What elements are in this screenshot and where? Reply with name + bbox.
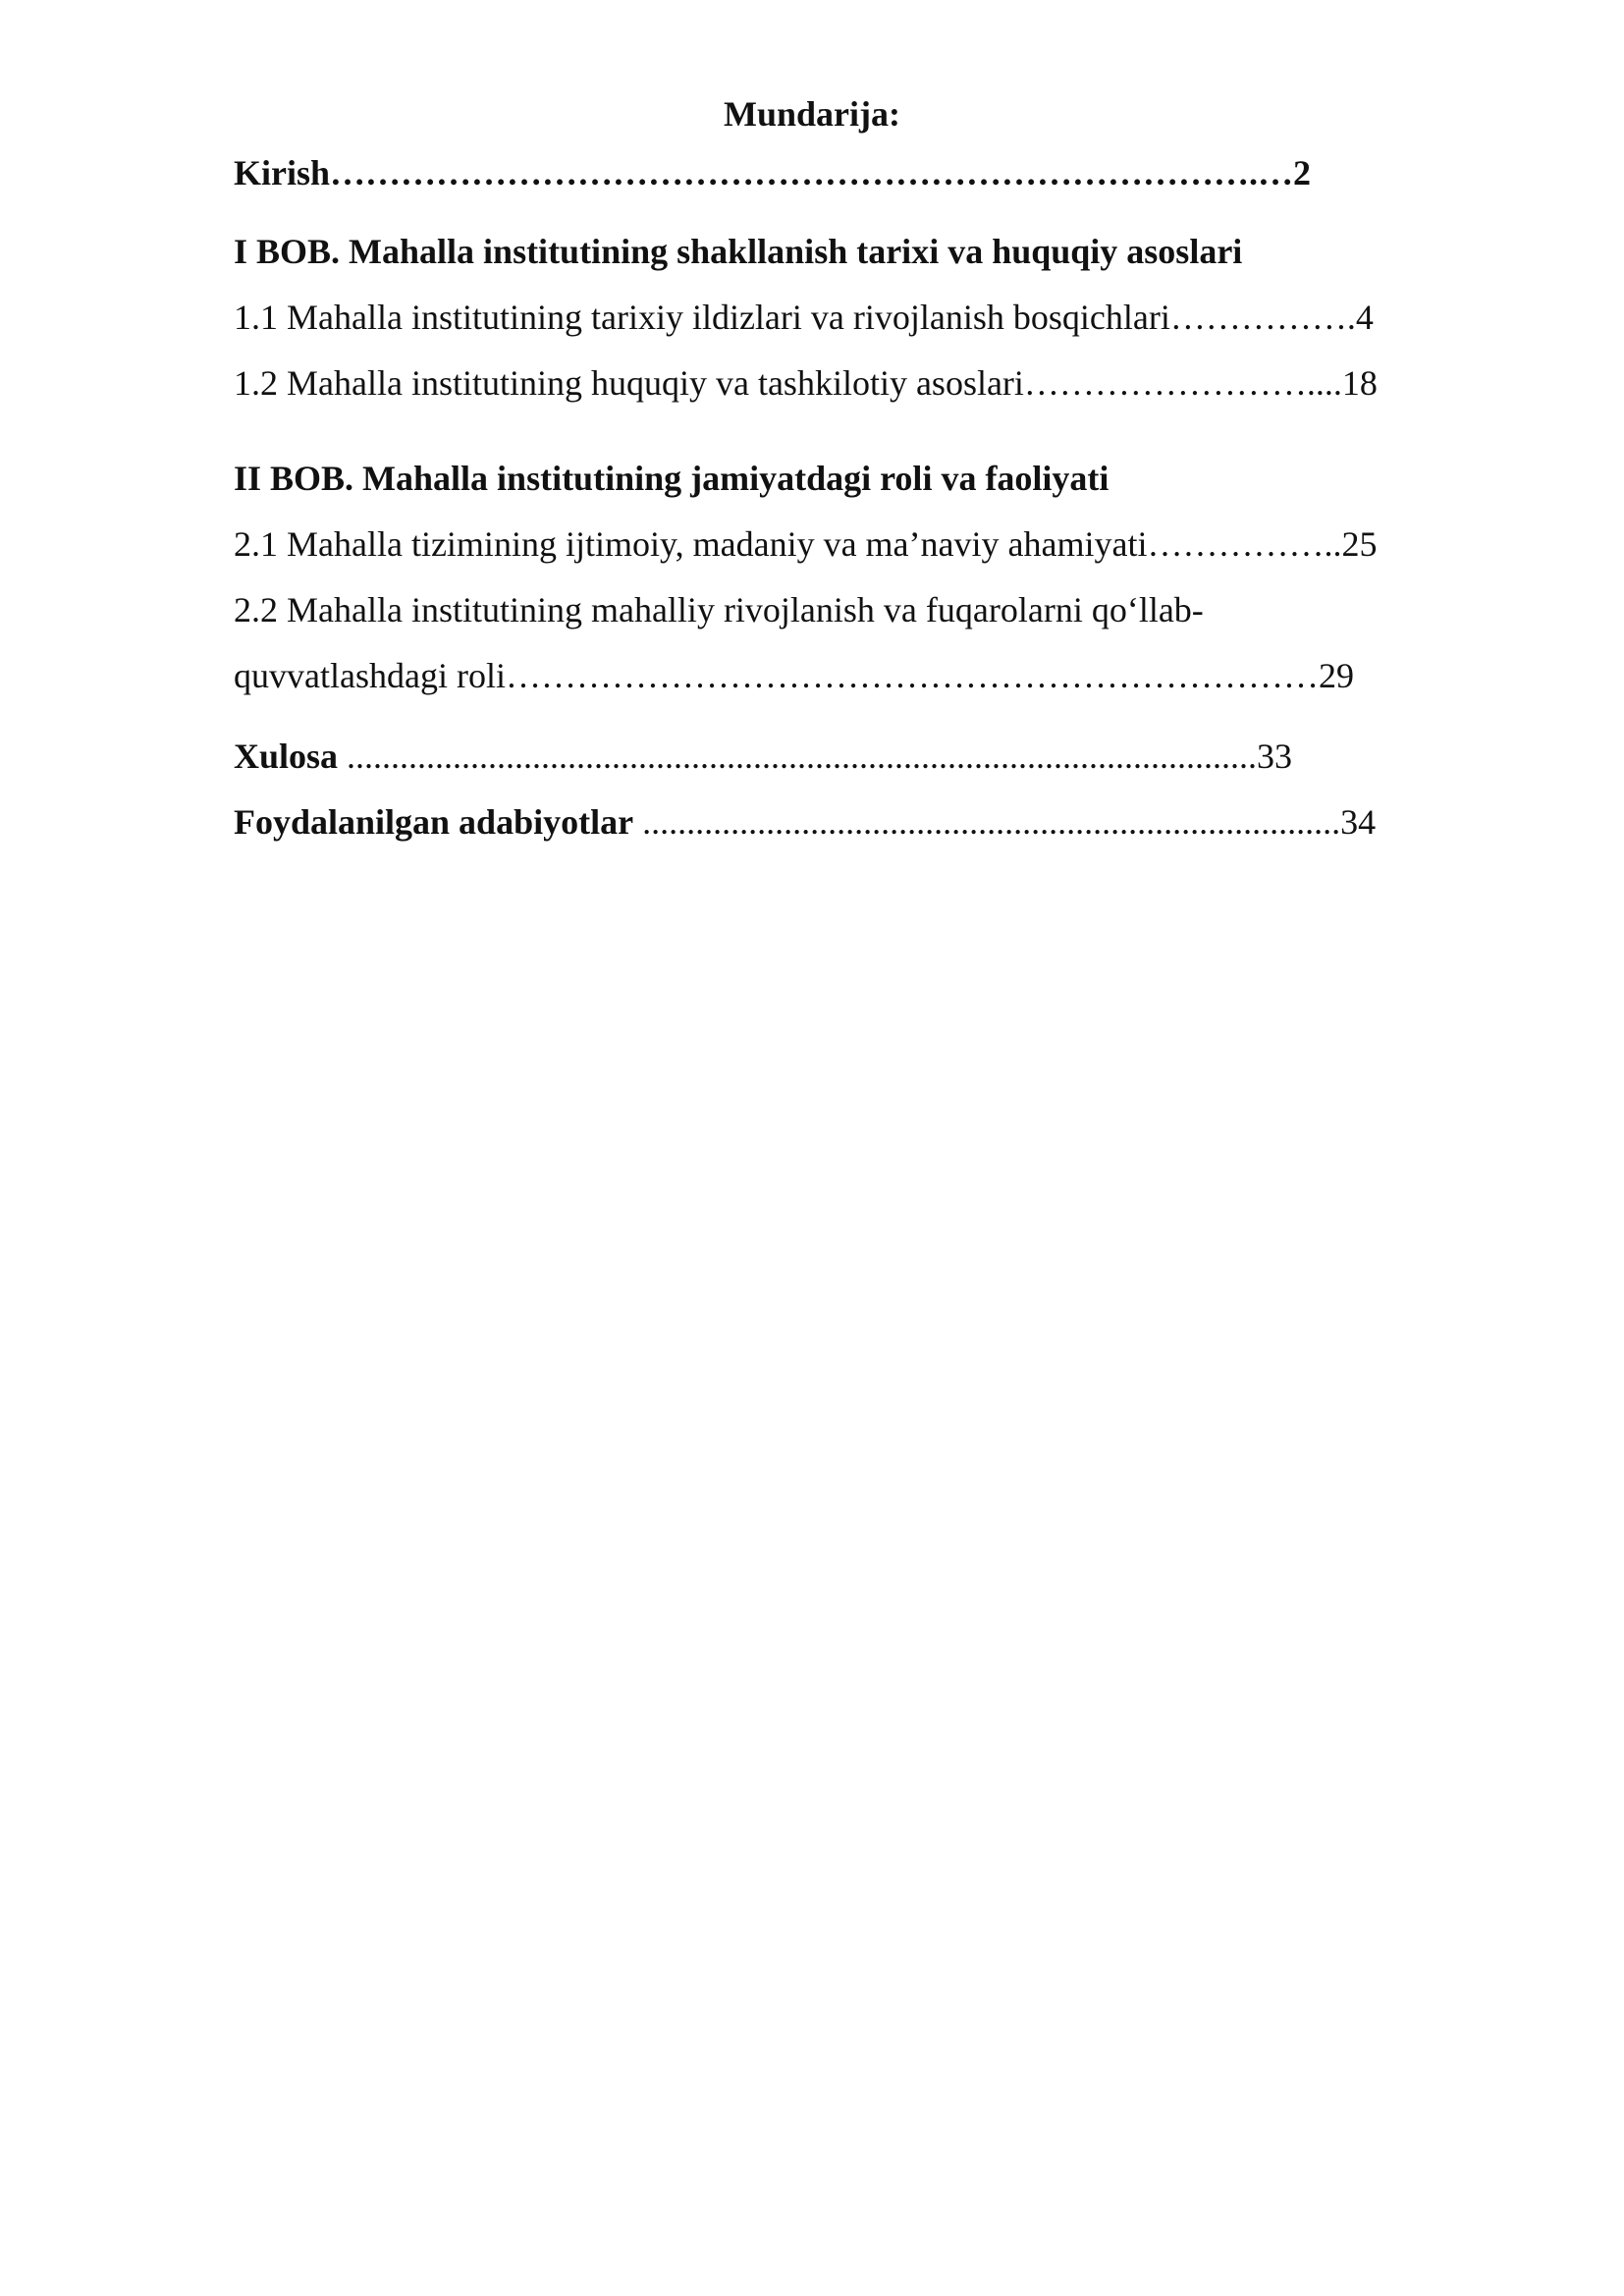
toc-entry-foyda-leader: ............................................................................... <box>633 802 1341 842</box>
toc-entry-foyda-page: 34 <box>1340 802 1377 842</box>
toc-entry-xulosa-leader: ....................................................................................................... <box>338 737 1258 776</box>
toc-entry-1-1: 1.1 Mahalla institutining tarixiy ildizlari va rivojlanish bosqichlari…………….4 <box>234 298 1374 337</box>
toc-entry-xulosa-label: Xulosa <box>234 737 339 776</box>
toc-chapter-2-heading: II BOB. Mahalla institutining jamiyatdagi roli va faoliyati <box>234 459 1110 498</box>
toc-entry-kirish: Kirish…………………………………………………………………….…2 <box>234 153 1312 192</box>
toc-title: Mundarija: <box>724 94 900 134</box>
toc-entry-foyda-label: Foydalanilgan adabiyotlar <box>234 802 634 842</box>
toc-entry-1-2: 1.2 Mahalla institutining huquqiy va tashkilotiy asoslari……………………....18 <box>234 363 1378 403</box>
toc-entry-foydalanilgan-adabiyotlar <box>234 798 1376 846</box>
toc-entry-xulosa-page: 33 <box>1257 737 1293 776</box>
toc-entry-2-2-line-1: 2.2 Mahalla institutining mahalliy rivojlanish va fuqarolarni qo‘llab- <box>234 590 1204 629</box>
toc-entry-xulosa <box>234 733 1292 780</box>
toc-entry-2-2-line-2: quvvatlashdagi roli……………………………………………………………29 <box>234 656 1354 695</box>
toc-entry-2-1: 2.1 Mahalla tizimining ijtimoiy, madaniy va ma’naviy ahamiyati……………..25 <box>234 524 1378 564</box>
toc-chapter-1-heading: I BOB. Mahalla institutining shakllanish tarixi va huquqiy asoslari <box>234 232 1243 271</box>
